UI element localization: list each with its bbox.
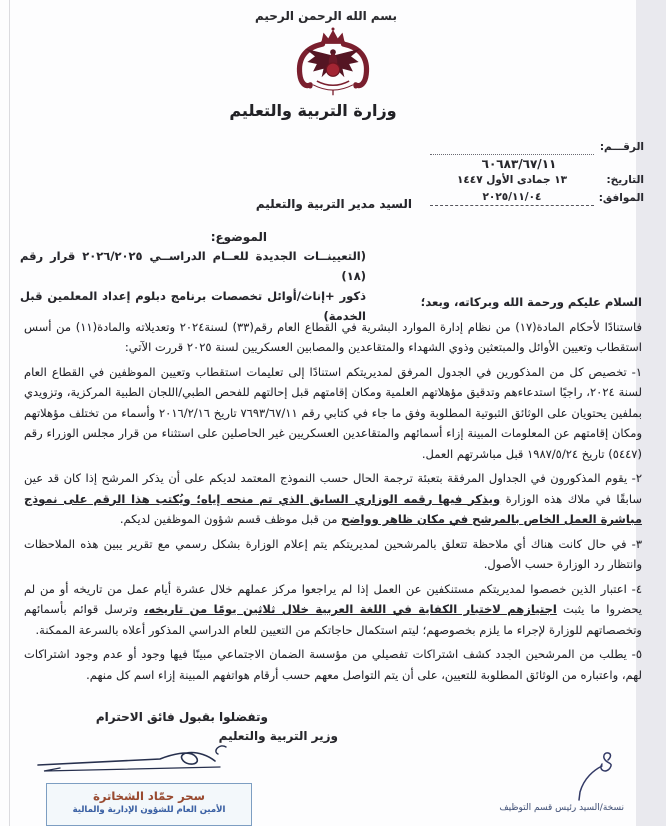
item-4-emphasis: اجتيازهم لاختبار الكفاية في اللغة العربية خلال ثلاثين يومًا من تاريخه، (143, 602, 557, 616)
ref-number-row (430, 140, 644, 155)
jordan-coat-of-arms-icon (283, 26, 383, 100)
subject-label: الموضوع: (210, 230, 267, 244)
official-stamp-box (46, 783, 252, 826)
item-2 (24, 468, 642, 530)
item-1: ١- تخصيص كل من المذكورين في الجدول المرفق لمديريتكم استنادًا إلى تعليمات استقطاب وتعيين الموظفين في القطاع العام لسنة ٢٠٢٤، راجيًا استدعاءهم وتدقيق مؤهلاتهم العلمية ومكان إقامتهم قبل إحالتهم للفحص الطبي/اللجان الطبية المركزية، وتزويدي بملفين يحتويان على الوثائق الثبوتية المطلوبة وفق ما جاء في كتابي رقم ٧٦٩٣/٦٧/١١ تاريخ ٢٠١٦/٢/١٦ وأسماء من تختلف مؤهلاتهم ومكان إقامتهم عن المعلومات المبينة إزاء أسمائهم والمتقاعدين العسكريين غير الحاصلين على استثناء من قرار مجلس الوزراء رقم (٥٤٤٧) تاريخ ١٩٨٧/٥/٢٤ قبل مباشرتهم العمل. (24, 364, 643, 461)
item-2-pre: ٢- يقوم المذكورون في الجداول المرفقة بتعبئة ترجمة الحال حسب النموذج المعتمد لديكم على أن يذكر المرشح إذا كان قد عين سابقًا في ملاك هذه الوزارة (24, 471, 642, 506)
item-5: ٥- يطلب من المرشحين الجدد كشف اشتراكات تفصيلي من مؤسسة الضمان الاجتماعي مبينًا فيها وجود أو عدم وجود اشتراكات لهم، واعتباره من الوثائق المطلوبة للتعيين، على أن يتم التواصل معهم حسب أرقام هواتفهم المبينة إزاء اسم كل منهم. (24, 647, 642, 682)
item-4-pre: ٤- اعتبار الذين خصصوا لمديريتكم مستنكفين عن العمل إذا لم يراجعوا مركز عملهم خلال عشرة أيام عمل من تاريخه أو من لم يحضروا ما يثبت (24, 581, 643, 616)
stamp-signer-title: الأمين العام للشؤون الإدارية والمالية (72, 805, 226, 815)
addressee-line: السيد مدير التربية والتعليم (255, 197, 412, 211)
item-2-post: من قبل موظف قسم شؤون الموظفين لديكم. (119, 512, 342, 526)
intro-paragraph: فاستنادًا لأحكام المادة(١٧) من نظام إدارة الموارد البشرية في القطاع العام رقم(٣٣) لسنة٢٠٢٤ وتعديلاته والمادة(١١) من أسس استقطاب وتعيين الأوائل والمبتعثين وذوي الشهداء والمتقاعدين والمصابين العسكريين لسنة ٢٠٢٥ قررت الآتي: (24, 319, 642, 354)
bismillah-calligraphy: بسم الله الرحمن الرحيم (254, 9, 398, 23)
item-2-emphasis: ويذكر فيها رقمه الوزاري السابق الذي تم منحه إياه؛ ويُكتب هذا الرقم على نموذج مباشرة العمل الخاص بالمرشح في مكان ظاهر وواضح (24, 491, 642, 526)
gregorian-date-row (430, 190, 644, 206)
gregorian-date-value: ٢٠٢٥/١١/٠٤ (430, 190, 594, 206)
letter-body (24, 292, 642, 689)
hijri-date-value: ١٣ جمادى الأول ١٤٤٧ (456, 174, 568, 186)
minister-signature-icon (30, 741, 230, 789)
closing-courtesy-line: وتفضلوا بقبول فائق الاحترام (95, 710, 268, 724)
ministry-name-calligraphy: وزارة التربية والتعليم (229, 101, 397, 120)
ref-number-label: الرقـــم: (599, 141, 644, 153)
item-3: ٣- في حال كانت هناك أي ملاحظة تتعلق بالمرشحين لمديريتكم يتم إعلام الوزارة بشكل رسمي مع تقرير يبين هذه الملاحظات وانتظار رد الوزارة حسب الأصول. (24, 536, 642, 571)
ref-number-value: ٦٠٦٨٣/٦٧/١١ (481, 157, 557, 171)
stamp-signer-name: سحر حمّاد الشخاترة (93, 789, 205, 803)
copy-distribution-note: نسخة/السيد رئيس قسم التوظيف (499, 803, 624, 813)
date-label: التاريخ: (606, 174, 644, 186)
reference-meta-block (430, 140, 644, 208)
item-4-post: وترسل قوائم بأسمائهم وتخصصاتهم للوزارة لإجراء ما يلزم بخصوصهم؛ ليتم استكمال حاجاتكم من التعيين للعام الدراسي المذكور أعلاه بالسرعة الممكنة. (24, 602, 642, 637)
salutation-line: السلام عليكم ورحمة الله وبركاته، وبعد؛ (420, 295, 642, 309)
clerk-signature-icon (550, 748, 620, 804)
minister-title-line: وزير التربية والتعليم (218, 729, 338, 743)
subject-line-1: (التعيينــات الجديدة للعــام الدراســي ٢٠٢٦/٢٠٢٥ قرار رقم (١٨) (20, 249, 367, 283)
hijri-date-row (430, 173, 644, 188)
ref-number-blank-line (430, 143, 594, 155)
subject-line-2: ذكور +إناث/أوائل تخصصات برنامج دبلوم إعداد المعلمين قبل الخدمة) (20, 289, 366, 323)
item-4 (24, 579, 642, 641)
corresponding-label: الموافق: (598, 192, 644, 204)
page-edge-shadow (9, 0, 10, 826)
